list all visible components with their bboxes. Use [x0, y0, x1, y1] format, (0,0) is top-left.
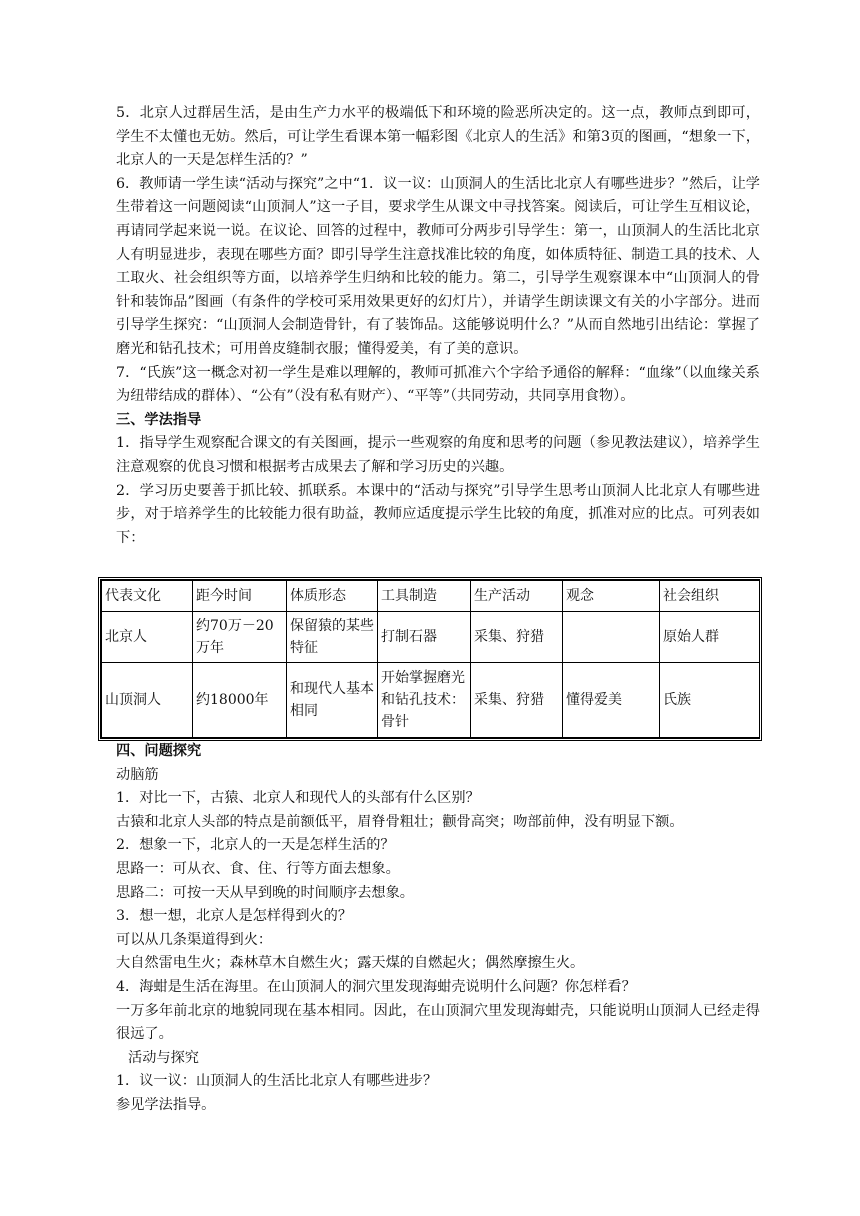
table-header-cell: 距今时间	[193, 581, 287, 612]
question-4: 4．海蚶是生活在海里。在山顶洞人的洞穴里发现海蚶壳说明什么问题？你怎样看？	[116, 978, 636, 995]
table-cell	[563, 612, 660, 663]
table-header-cell: 观念	[563, 581, 660, 612]
table-cell: 原始人群	[660, 612, 760, 663]
answer-3-list: 大自然雷电生火；森林草木自燃生火；露天煤的自燃起火；偶然摩擦生火。	[116, 955, 585, 972]
table-cell: 和现代人基本相同	[287, 663, 378, 738]
answer-5: 参见学法指导。	[116, 1096, 216, 1113]
table-header-cell: 社会组织	[660, 581, 760, 612]
document-body-lower	[116, 740, 760, 1118]
table-cell: 山顶洞人	[102, 663, 193, 738]
question-5: 1．议一议：山顶洞人的生活比北京人有哪些进步？	[116, 1073, 438, 1090]
question-3: 3．想一想，北京人是怎样得到火的？	[116, 908, 353, 925]
paragraph-5: 5．北京人过群居生活，是由生产力水平的极端低下和环境的险恶所决定的。这一点，教师点到即可，学生不太懂也无妨。然后，可让学生看课本第一幅彩图《北京人的生活》和第3页的图画，“想象一下，北京人的一天是怎样生活的？”	[116, 105, 760, 169]
heading-inquiry: 四、问题探究	[116, 743, 202, 759]
table-header-cell: 体质形态	[287, 581, 378, 612]
document-body-upper	[116, 102, 760, 550]
table-cell: 懂得爱美	[563, 663, 660, 738]
table-cell: 氏族	[660, 663, 760, 738]
table-cell: 采集、狩猎	[471, 663, 563, 738]
table-row	[102, 612, 760, 663]
table-header-cell: 代表文化	[102, 581, 193, 612]
question-2: 2．想象一下，北京人的一天是怎样生活的？	[116, 837, 395, 854]
heading-study-guide: 三、学法指导	[116, 411, 202, 428]
study-point-2: 2．学习历史要善于抓比较、抓联系。本课中的“活动与探究”引导学生思考山顶洞人比北京人有哪些进步，对于培养学生的比较能力很有助益，教师应适度提示学生比较的角度，抓准对应的比点。可列表如下：	[116, 482, 760, 546]
table-header-row	[102, 581, 760, 612]
table-header-cell: 生产活动	[471, 581, 563, 612]
table-row	[102, 663, 760, 738]
table-cell: 约70万－20万年	[193, 612, 287, 663]
paragraph-6: 6．教师请一学生读“活动与探究”之中“1．议一议：山顶洞人的生活比北京人有哪些进步？”然后，让学生带着这一问题阅读“山顶洞人”这一子目，要求学生从课文中寻找答案。阅读后，可让学生互相议论，再请同学起来说一说。在议论、回答的过程中，教师可分两步引导学生：第一，山顶洞人的生活比北京人有明显进步，表现在哪些方面？即引导学生注意找准比较的角度，如体质特征、制造工具的技术、人工取火、社会组织等方面，以培养学生归纳和比较的能力。第二，引导学生观察课本中“山顶洞人的骨针和装饰品”图画（有条件的学校可采用效果更好的幻灯片），并请学生朗读课文有关的小字部分。进而引导学生探究：“山顶洞人会制造骨针，有了装饰品。这能够说明什么？”从而自然地引出结论：掌握了磨光和钻孔技术；可用兽皮缝制衣服；懂得爱美，有了美的意识。	[116, 175, 760, 357]
answer-2-idea-2: 思路二：可按一天从早到晚的时间顺序去想象。	[116, 884, 414, 901]
table-cell: 北京人	[102, 612, 193, 663]
subheading-activity: 活动与探究	[128, 1049, 199, 1066]
answer-4: 一万多年前北京的地貌同现在基本相同。因此，在山顶洞穴里发现海蚶壳，只能说明山顶洞人已经走得很远了。	[116, 1002, 760, 1043]
table-cell: 保留猿的某些特征	[287, 612, 378, 663]
question-1: 1．对比一下，古猿、北京人和现代人的头部有什么区别？	[116, 790, 480, 807]
answer-3-intro: 可以从几条渠道得到火：	[116, 931, 273, 948]
table-cell: 约18000年	[193, 663, 287, 738]
table-header-cell: 工具制造	[378, 581, 471, 612]
paragraph-7: 7．“氏族”这一概念对初一学生是难以理解的，教师可抓准六个字给予通俗的解释：“血缘”（以血缘关系为纽带结成的群体）、“公有”（没有私有财产）、“平等”（共同劳动，共同享用食物）。	[116, 364, 760, 405]
table-cell: 采集、狩猎	[471, 612, 563, 663]
comparison-table	[98, 577, 762, 741]
answer-1: 古猿和北京人头部的特点是前额低平，眉脊骨粗壮；颧骨高突；吻部前伸，没有明显下额。	[116, 813, 684, 830]
answer-2-idea-1: 思路一：可从衣、食、住、行等方面去想象。	[116, 860, 400, 877]
table-cell: 打制石器	[378, 612, 471, 663]
study-point-1: 1．指导学生观察配合课文的有关图画，提示一些观察的角度和思考的问题（参见教法建议），培养学生注意观察的优良习惯和根据考古成果去了解和学习历史的兴趣。	[116, 435, 760, 475]
subheading-brainstorm: 动脑筋	[116, 766, 159, 783]
table-cell: 开始掌握磨光和钻孔技术：骨针	[378, 663, 471, 738]
